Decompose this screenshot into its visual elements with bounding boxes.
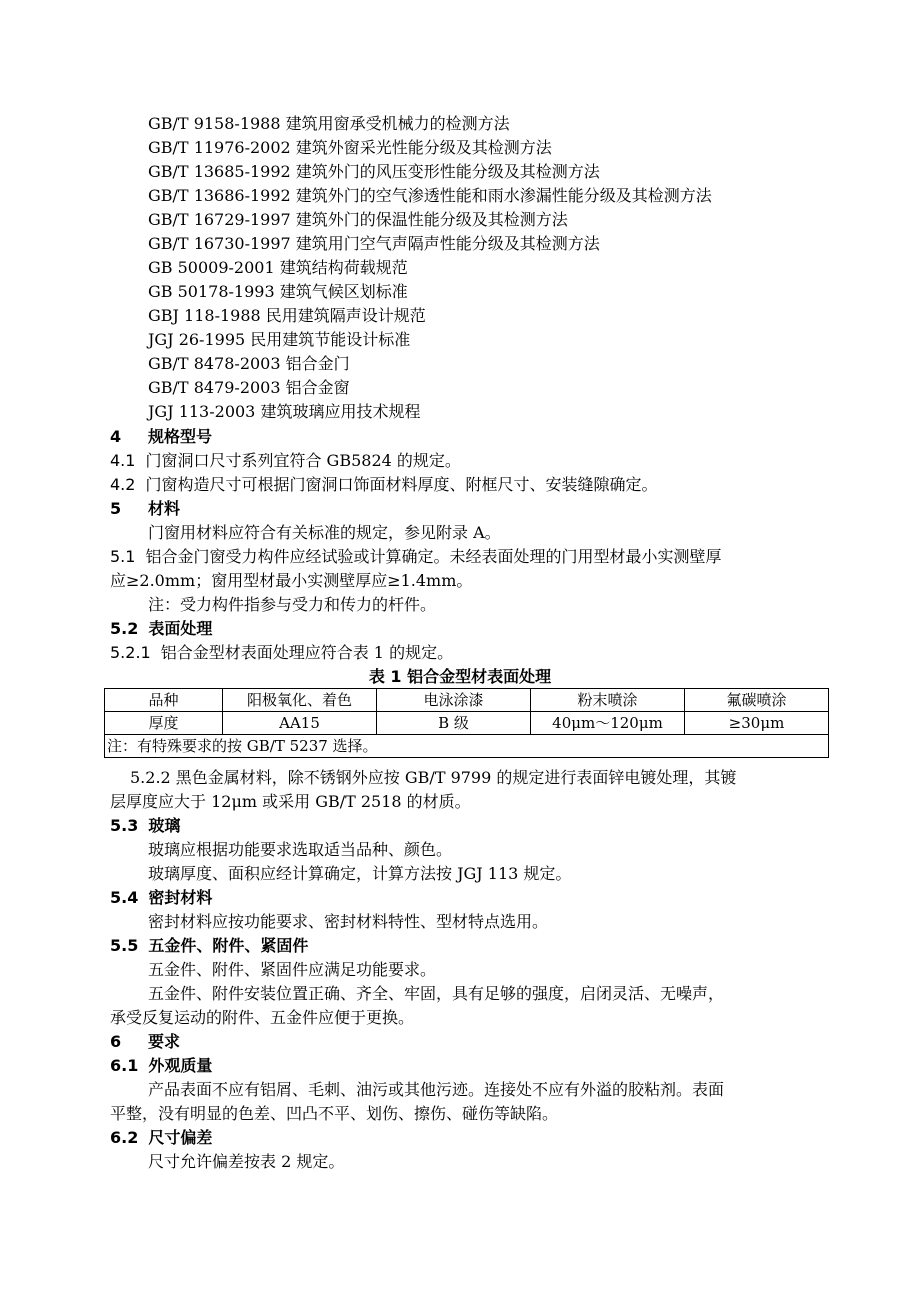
table-cell: 厚度 bbox=[105, 712, 223, 735]
paragraph: 门窗用材料应符合有关标准的规定，参见附录 A。 bbox=[148, 523, 501, 542]
table-header-cell: 粉末喷涂 bbox=[531, 689, 685, 712]
reference-item: GB 50009-2001 建筑结构荷载规范 bbox=[148, 258, 408, 277]
section-number: 6 bbox=[110, 1032, 122, 1051]
section-heading-4 bbox=[110, 427, 212, 447]
section-heading-6 bbox=[110, 1032, 180, 1052]
clause-text: 门窗构造尺寸可根据门窗洞口饰面材料厚度、附框尺寸、安装缝隙确定。 bbox=[145, 475, 658, 494]
clause-number: 5.2.1 bbox=[110, 643, 151, 662]
section-number: 4 bbox=[110, 427, 122, 446]
clause-5-2-2: 5.2.2 黑色金属材料，除不锈钢外应按 GB/T 9799 的规定进行表面锌电镀处理，其镀 bbox=[130, 768, 737, 787]
clause-number: 6.1 bbox=[110, 1056, 139, 1075]
clause-heading-5-2 bbox=[110, 619, 212, 639]
reference-item: JGJ 113-2003 建筑玻璃应用技术规程 bbox=[148, 402, 421, 421]
note: 注：受力构件指参与受力和传力的杆件。 bbox=[148, 595, 437, 614]
clause-heading-6-2 bbox=[110, 1128, 212, 1148]
paragraph: 五金件、附件、紧固件应满足功能要求。 bbox=[148, 960, 437, 979]
clause-number: 5.4 bbox=[110, 888, 139, 907]
clause-heading-5-5 bbox=[110, 936, 308, 956]
clause-4-2 bbox=[110, 475, 657, 495]
reference-item: GB/T 8478-2003 铝合金门 bbox=[148, 354, 350, 373]
reference-item: GB/T 8479-2003 铝合金窗 bbox=[148, 378, 350, 397]
clause-title: 五金件、附件、紧固件 bbox=[148, 936, 309, 955]
reference-item: GB/T 16729-1997 建筑外门的保温性能分级及其检测方法 bbox=[148, 210, 568, 229]
table-note-row bbox=[105, 735, 829, 758]
paragraph: 玻璃厚度、面积应经计算确定，计算方法按 JGJ 113 规定。 bbox=[148, 864, 572, 883]
paragraph-continued: 承受反复运动的附件、五金件应便于更换。 bbox=[110, 1008, 415, 1027]
reference-item: GB/T 9158-1988 建筑用窗承受机械力的检测方法 bbox=[148, 114, 510, 133]
table-note: 注：有特殊要求的按 GB/T 5237 选择。 bbox=[105, 735, 829, 758]
section-number: 5 bbox=[110, 499, 122, 518]
clause-text-continued: 层厚度应大于 12μm 或采用 GB/T 2518 的材质。 bbox=[110, 792, 471, 811]
clause-number: 4.2 bbox=[110, 475, 136, 494]
table-cell: 40μm～120μm bbox=[531, 712, 685, 735]
clause-number: 5.1 bbox=[110, 547, 136, 566]
clause-number: 6.2 bbox=[110, 1128, 139, 1147]
paragraph: 尺寸允许偏差按表 2 规定。 bbox=[148, 1152, 345, 1171]
clause-text-continued: 应≥2.0mm；窗用型材最小实测壁厚应≥1.4mm。 bbox=[110, 571, 473, 590]
clause-title: 尺寸偏差 bbox=[148, 1128, 213, 1147]
clause-heading-5-4 bbox=[110, 888, 212, 908]
section-heading-5 bbox=[110, 499, 180, 519]
table-cell: ≥30μm bbox=[685, 712, 829, 735]
reference-item: JGJ 26-1995 民用建筑节能设计标准 bbox=[148, 330, 411, 349]
clause-title: 密封材料 bbox=[148, 888, 213, 907]
clause-text: 门窗洞口尺寸系列宜符合 GB5824 的规定。 bbox=[145, 451, 461, 470]
section-title: 规格型号 bbox=[148, 427, 213, 446]
clause-number: 5.5 bbox=[110, 936, 139, 955]
table-row bbox=[105, 712, 829, 735]
clause-text: 铝合金门窗受力构件应经试验或计算确定。未经表面处理的门用型材最小实测壁厚 bbox=[145, 547, 722, 566]
clause-title: 表面处理 bbox=[148, 619, 213, 638]
paragraph: 产品表面不应有铝屑、毛刺、油污或其他污迹。连接处不应有外溢的胶粘剂。表面 bbox=[148, 1080, 725, 1099]
clause-title: 玻璃 bbox=[148, 816, 181, 835]
clause-number: 5.3 bbox=[110, 816, 139, 835]
reference-item: GB/T 13685-1992 建筑外门的风压变形性能分级及其检测方法 bbox=[148, 162, 600, 181]
table-cell: AA15 bbox=[223, 712, 377, 735]
clause-title: 外观质量 bbox=[148, 1056, 213, 1075]
paragraph: 五金件、附件安装位置正确、齐全、牢固，具有足够的强度，启闭灵活、无噪声， bbox=[148, 984, 725, 1003]
reference-item: GBJ 118-1988 民用建筑隔声设计规范 bbox=[148, 306, 426, 325]
clause-5-1 bbox=[110, 547, 721, 567]
clause-5-2-1 bbox=[110, 643, 453, 663]
clause-heading-6-1 bbox=[110, 1056, 212, 1076]
reference-item: GB 50178-1993 建筑气候区划标准 bbox=[148, 282, 408, 301]
table-header-row bbox=[105, 689, 829, 712]
table-cell: B 级 bbox=[377, 712, 531, 735]
paragraph-continued: 平整，没有明显的色差、凹凸不平、划伤、擦伤、碰伤等缺陷。 bbox=[110, 1104, 559, 1123]
section-title: 要求 bbox=[148, 1032, 181, 1051]
clause-4-1 bbox=[110, 451, 461, 471]
reference-item: GB/T 11976-2002 建筑外窗采光性能分级及其检测方法 bbox=[148, 138, 552, 157]
surface-treatment-table bbox=[104, 688, 829, 758]
table-header-cell: 品种 bbox=[105, 689, 223, 712]
clause-number: 5.2 bbox=[110, 619, 139, 638]
clause-text: 铝合金型材表面处理应符合表 1 的规定。 bbox=[160, 643, 454, 662]
clause-number: 4.1 bbox=[110, 451, 136, 470]
clause-heading-5-3 bbox=[110, 816, 180, 836]
reference-item: GB/T 16730-1997 建筑用门空气声隔声性能分级及其检测方法 bbox=[148, 234, 600, 253]
table-header-cell: 电泳涂漆 bbox=[377, 689, 531, 712]
paragraph: 玻璃应根据功能要求选取适当品种、颜色。 bbox=[148, 840, 453, 859]
table-title: 表 1 铝合金型材表面处理 bbox=[368, 667, 552, 686]
table-header-cell: 阳极氧化、着色 bbox=[223, 689, 377, 712]
reference-item: GB/T 13686-1992 建筑外门的空气渗透性能和雨水渗漏性能分级及其检测方法 bbox=[148, 186, 712, 205]
section-title: 材料 bbox=[148, 499, 181, 518]
table-header-cell: 氟碳喷涂 bbox=[685, 689, 829, 712]
paragraph: 密封材料应按功能要求、密封材料特性、型材特点选用。 bbox=[148, 912, 549, 931]
